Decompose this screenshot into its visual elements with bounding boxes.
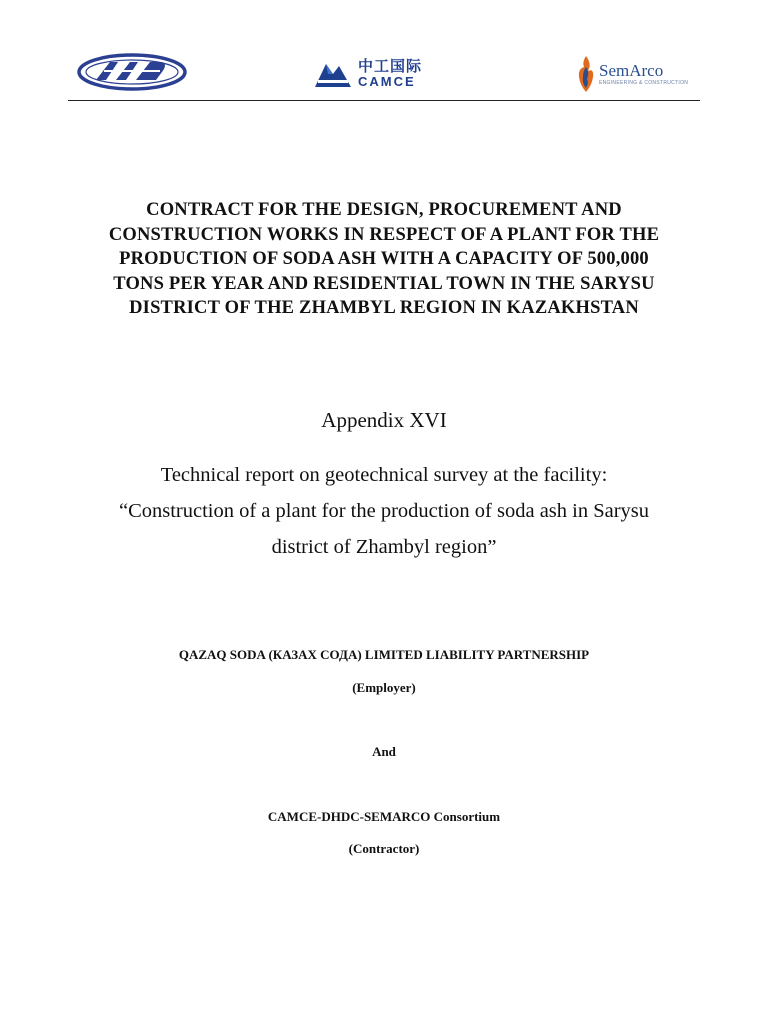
contractor-name: CAMCE-DHDC-SEMARCO Consortium	[267, 809, 501, 824]
title-line: CONSTRUCTION WORKS IN RESPECT OF A PLANT FOR THE	[108, 224, 660, 245]
report-line: “Construction of a plant for the production of soda ash in Sarysu	[118, 500, 650, 522]
dhdc-logo-icon	[76, 50, 188, 94]
title-line: PRODUCTION OF SODA ASH WITH A CAPACITY OF 500,000	[119, 249, 649, 269]
header-divider	[68, 100, 700, 101]
title-line: TONS PER YEAR AND RESIDENTIAL TOWN IN THE SARYSU	[113, 273, 655, 294]
camce-chinese-name: 中工国际	[358, 56, 423, 75]
semarco-tagline: ENGINEERING & CONSTRUCTION	[599, 80, 689, 86]
camce-english-name: CAMCE	[358, 73, 416, 89]
contractor-role: (Contractor)	[348, 841, 420, 856]
dhdc-logo	[76, 50, 188, 94]
semarco-logo	[575, 54, 688, 94]
report-line: district of Zhambyl region”	[271, 536, 497, 558]
report-title	[40, 457, 728, 565]
page-header	[68, 40, 700, 100]
conjunction-and: And	[372, 744, 396, 759]
appendix-heading: Appendix XVI	[321, 408, 447, 432]
employer-role: (Employer)	[352, 680, 416, 695]
semarco-name: SemArco	[599, 61, 664, 80]
svg-text:DHDC: DHDC	[126, 86, 138, 91]
camce-logo-icon	[314, 58, 352, 88]
title-line: DISTRICT OF THE ZHAMBYL REGION IN KAZAKHSTAN	[129, 298, 639, 318]
semarco-flame-icon	[575, 55, 597, 93]
report-line: Technical report on geotechnical survey at the facility:	[160, 464, 608, 486]
contract-title	[60, 198, 708, 321]
employer-name: QAZAQ SODA (КАЗАХ СОДА) LIMITED LIABILITY PARTNERSHIP	[178, 647, 590, 662]
title-line: CONTRACT FOR THE DESIGN, PROCUREMENT AND	[146, 200, 622, 220]
camce-logo	[314, 56, 422, 90]
